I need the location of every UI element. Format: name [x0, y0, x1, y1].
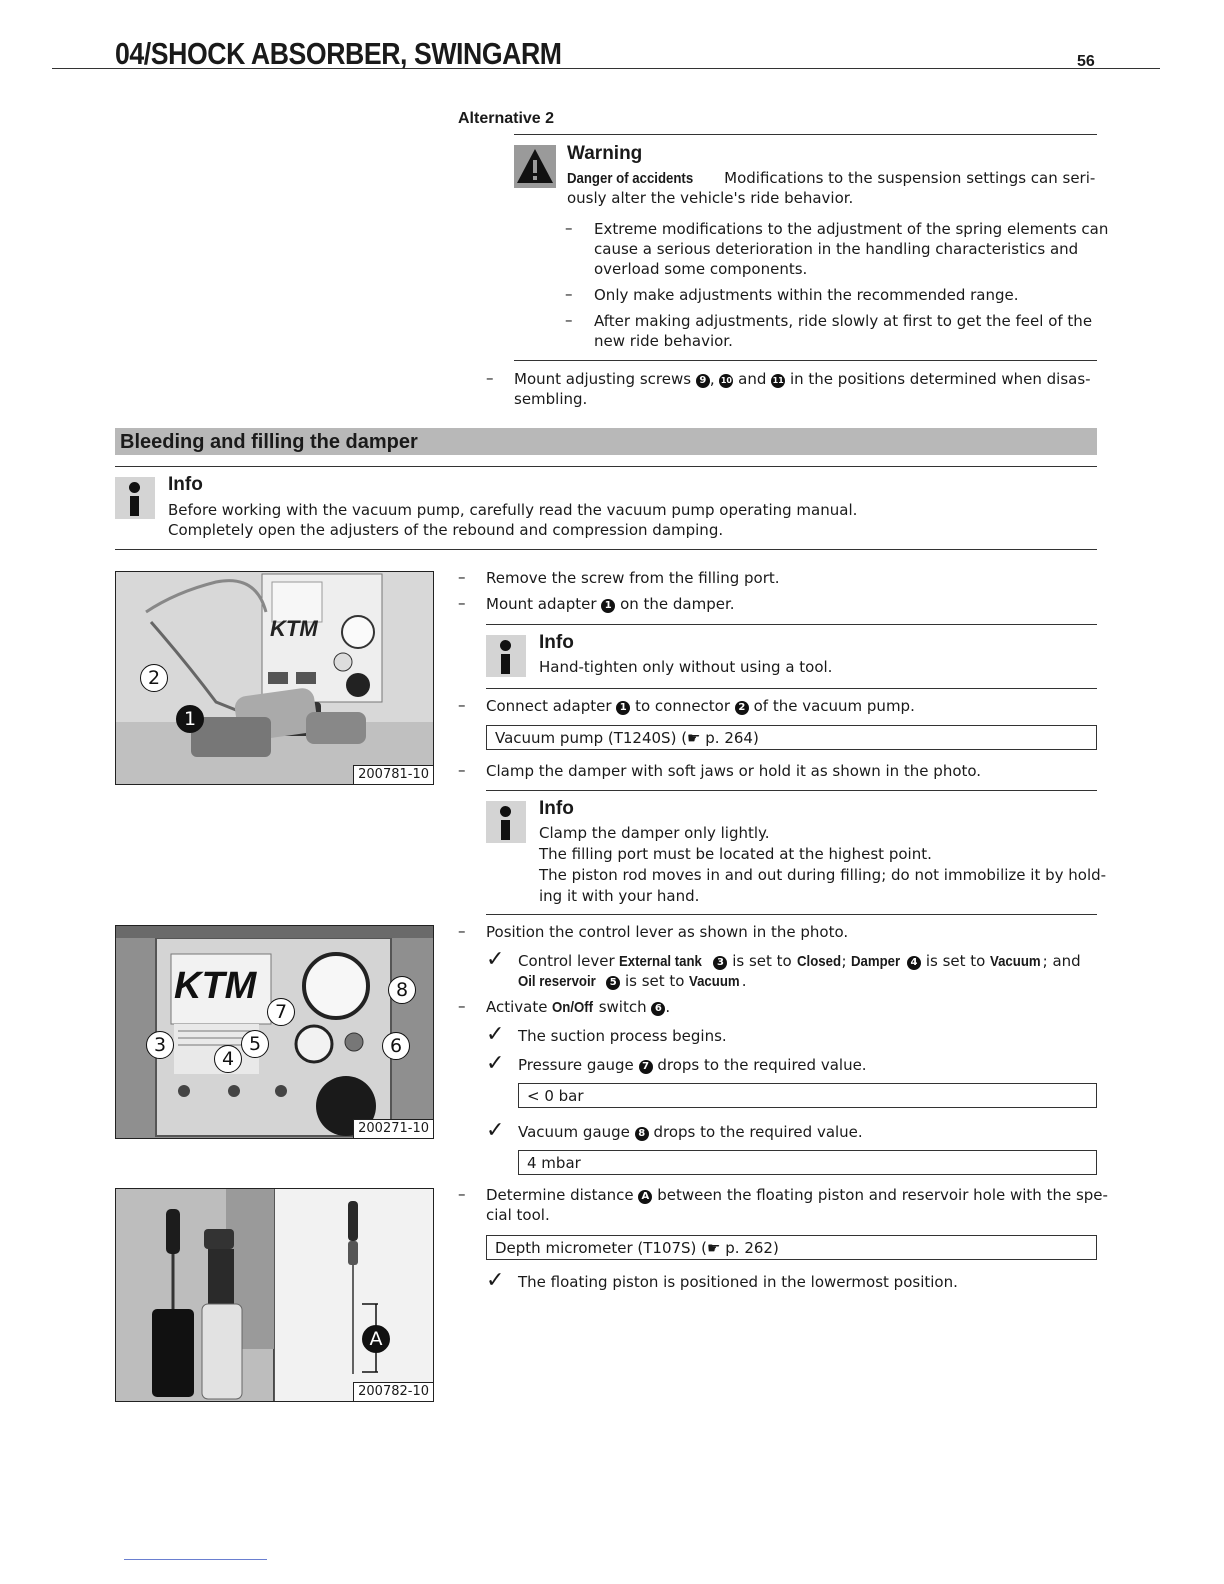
warning-lead-line2: ously alter the vehicle's ride behavior. [567, 189, 854, 207]
step-determine-distance-line2: cial tool. [486, 1206, 550, 1224]
info-title: Info [539, 798, 574, 819]
step-dash: – [458, 997, 466, 1015]
step-mount-adapter: Mount adapter 1 on the damper. [486, 595, 735, 613]
warning-lead [567, 168, 1095, 190]
step-dash: – [458, 761, 466, 779]
info-title: Info [168, 474, 203, 495]
photo-label: 200271-10 [353, 1119, 433, 1138]
info-rule [486, 790, 1097, 791]
callout-6: 6 [382, 1032, 410, 1060]
check-icon: ✓ [486, 947, 505, 972]
step-position-lever: Position the control lever as shown in the photo. [486, 923, 849, 941]
info-line: ing it with your hand. [539, 887, 700, 905]
check-icon: ✓ [486, 1022, 505, 1047]
warning-bullet-1-line2: cause a serious deterioration in the handling characteristics and [594, 240, 1079, 258]
photo-label: 200781-10 [353, 765, 433, 784]
callout-3: 3 [146, 1031, 174, 1059]
callout-ref-7: 7 [639, 1060, 653, 1074]
callout-ref-11: 11 [771, 374, 785, 388]
info-icon [115, 477, 155, 519]
step-dash: – [458, 568, 466, 586]
photo-control-panel [115, 925, 434, 1139]
bullet-dash: – [565, 219, 573, 237]
alternative-label: Alternative 2 [458, 110, 555, 127]
info-rule [486, 914, 1097, 915]
tool-depth-micrometer: Depth micrometer (T107S) (☛ p. 262) [486, 1235, 1097, 1260]
info-title: Info [539, 632, 574, 653]
bullet-dash: – [565, 311, 573, 329]
warning-bullet-3-line2: new ride behavior. [594, 332, 733, 350]
check-icon: ✓ [486, 1051, 505, 1076]
check-icon: ✓ [486, 1118, 505, 1143]
info-line-2: Completely open the adjusters of the rebound and compression damping. [168, 521, 724, 539]
callout-2: 2 [140, 664, 168, 692]
warning-top-rule [514, 134, 1097, 135]
value-vacuum: 4 mbar [518, 1150, 1097, 1175]
info-line: Clamp the damper only lightly. [539, 824, 770, 842]
callout-ref-A: A [638, 1190, 652, 1204]
info-line-1: Before working with the vacuum pump, carefully read the vacuum pump operating manual. [168, 501, 858, 519]
photo-label: 200782-10 [353, 1382, 433, 1401]
info-line: The piston rod moves in and out during filling; do not immobilize it by hold- [539, 866, 1107, 884]
warning-lead-text: Modifications to the suspension settings can seri- [724, 169, 1096, 187]
step-dash: – [458, 922, 466, 940]
info-icon [486, 635, 526, 677]
callout-4: 4 [214, 1045, 242, 1073]
check-icon: ✓ [486, 1268, 505, 1293]
mount-screws-step: Mount adjusting screws 9 , 10 and 11 in the positions determined when disas- [514, 370, 1091, 388]
callout-ref-10: 10 [719, 374, 733, 388]
hand-icon: ☛ [707, 1239, 721, 1257]
callout-ref-4: 4 [907, 956, 921, 970]
step-activate-switch: Activate On/Off switch 6 . [486, 998, 671, 1016]
info-text: Hand-tighten only without using a tool. [539, 658, 833, 676]
step-remove-screw: Remove the screw from the filling port. [486, 569, 780, 587]
callout-8: 8 [388, 976, 416, 1004]
callout-5: 5 [241, 1030, 269, 1058]
mount-screws-step-line2: sembling. [514, 390, 588, 408]
step-clamp-damper: Clamp the damper with soft jaws or hold it as shown in the photo. [486, 762, 982, 780]
warning-bullet-3-line1: After making adjustments, ride slowly at first to get the feel of the [594, 312, 1093, 330]
warning-bottom-rule [514, 360, 1097, 361]
result-floating-piston: The floating piston is positioned in the lowermost position. [518, 1273, 958, 1291]
footnote-line [124, 1559, 267, 1560]
result-suction: The suction process begins. [518, 1027, 727, 1045]
hand-icon: ☛ [687, 729, 701, 747]
page-ref-link[interactable]: p. 262) [725, 1239, 779, 1257]
bullet-dash: – [565, 285, 573, 303]
warning-icon [514, 145, 556, 188]
svg-text:KTM: KTM [174, 965, 257, 1007]
page-title: 04/SHOCK ABSORBER, SWINGARM [115, 36, 562, 71]
step-dash: – [458, 594, 466, 612]
callout-1: 1 [176, 705, 204, 733]
info-rule [486, 688, 1097, 689]
info-rule [486, 624, 1097, 625]
page-ref-link[interactable]: p. 264) [705, 729, 759, 747]
warning-bullet-2: Only make adjustments within the recommended range. [594, 286, 1019, 304]
callout-ref-8: 8 [635, 1127, 649, 1141]
photo-depth-micrometer [115, 1188, 434, 1402]
step-dash: – [458, 696, 466, 714]
section-title: Bleeding and filling the damper [120, 431, 418, 453]
callout-A: A [362, 1325, 390, 1353]
info-icon [486, 801, 526, 843]
result-control-lever-line2: Oil reservoir 5 is set to Vacuum . [518, 972, 747, 990]
callout-ref-3: 3 [713, 956, 727, 970]
page-number: 56 [1077, 53, 1095, 70]
result-pressure-gauge: Pressure gauge 7 drops to the required value. [518, 1056, 867, 1074]
callout-ref-9: 9 [696, 374, 710, 388]
photo-vacuum-pump-adapter [115, 571, 434, 785]
warning-bullet-1-line3: overload some components. [594, 260, 808, 278]
header-rule [52, 68, 1160, 69]
tool-vacuum-pump: Vacuum pump (T1240S) (☛ p. 264) [486, 725, 1097, 750]
warning-bullet-1-line1: Extreme modifications to the adjustment of the spring elements can [594, 220, 1109, 238]
result-control-lever: Control lever External tank 3 is set to Closed; Damper 4 is set to Vacuum ; and [518, 952, 1081, 970]
callout-ref-1: 1 [601, 599, 615, 613]
info-bottom-rule [115, 549, 1097, 550]
info-top-rule [115, 466, 1097, 467]
warning-title: Warning [567, 143, 643, 164]
callout-7: 7 [267, 998, 295, 1026]
svg-text:KTM: KTM [270, 616, 318, 641]
step-determine-distance: Determine distance A between the floating piston and reservoir hole with the spe- [486, 1186, 1108, 1204]
step-dash: – [458, 1185, 466, 1203]
info-line: The filling port must be located at the highest point. [539, 845, 932, 863]
callout-ref-2: 2 [735, 701, 749, 715]
step-dash: – [486, 369, 494, 387]
callout-ref-6: 6 [651, 1002, 665, 1016]
step-connect-adapter: Connect adapter 1 to connector 2 of the vacuum pump. [486, 697, 915, 715]
callout-ref-1: 1 [616, 701, 630, 715]
value-pressure: < 0 bar [518, 1083, 1097, 1108]
warning-lead-bold: Danger of accidents [567, 170, 694, 187]
callout-ref-5: 5 [606, 976, 620, 990]
result-vacuum-gauge: Vacuum gauge 8 drops to the required value. [518, 1123, 863, 1141]
